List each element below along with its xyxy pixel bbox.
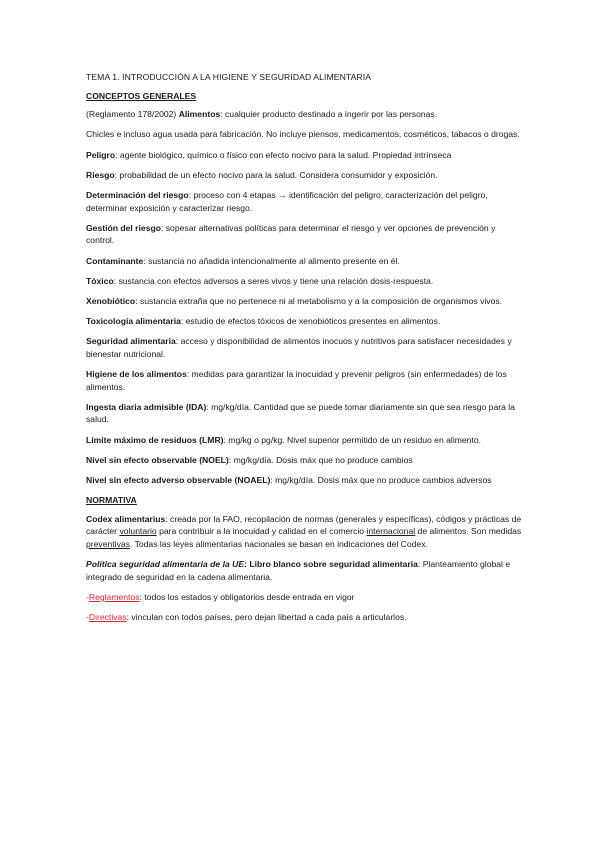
directivas-term: Directivas: [88, 612, 127, 623]
reglamentos-dash: -: [86, 591, 89, 602]
definition-term: Riesgo: [86, 169, 115, 180]
definition-text: : mg/kg/día. Dosis máx que no produce cambios: [228, 454, 413, 465]
directivas-dash: -: [86, 612, 89, 623]
paragraph-directivas: [86, 611, 522, 624]
definition-text: : mg/kg o pg/kg. Nivel superior permitido de un residuo en alimento.: [223, 434, 481, 445]
codex-underline-voluntario: voluntario: [119, 526, 157, 537]
definition-paragraph: [86, 401, 522, 426]
paragraph-chicles: Chicles e incluso agua usada para fabricación. No incluye piensos, medicamentos, cosméticos, tabacos o drogas.: [86, 129, 520, 140]
definition-term: Límite máximo de residuos (LMR): [86, 434, 224, 445]
politica-colon: :: [417, 559, 421, 570]
definition-text: : sustancia con efectos adversos a seres vivos y tiene una relación dosis-respuesta.: [113, 275, 434, 286]
definition-term: Contaminante: [86, 255, 144, 266]
definition-term: Peligro: [86, 149, 116, 160]
paragraph-politica: [86, 558, 522, 583]
alimentos-prefix: (Reglamento 178/2002): [86, 109, 179, 120]
definition-paragraph: [86, 275, 522, 288]
definition-paragraph: [86, 434, 522, 447]
definition-paragraph: [86, 368, 522, 393]
document-title: TEMA 1. INTRODUCCIÓN A LA HIGIENE Y SEGURIDAD ALIMENTARIA: [86, 72, 372, 82]
reglamentos-term: Reglamentos: [88, 591, 140, 602]
definition-paragraph: [86, 169, 522, 182]
definition-text: : mg/kg/día. Dosis máx que no produce cambios adversos: [270, 474, 492, 485]
alimentos-definition: : cualquier producto destinado a ingerir por las personas.: [220, 109, 438, 120]
definition-text: : probabilidad de un efecto nocivo para la salud. Considera consumidor y exposición.: [114, 169, 438, 180]
definition-text: : agente biológico, químico o físico con efecto nocivo para la salud. Propiedad intrínseca: [115, 149, 452, 160]
definition-text: : sustancia extraña que no pertenece ni al metabolismo y a la composición de organismos vivos.: [135, 295, 503, 306]
definition-term: Determinación del riesgo: [86, 189, 189, 200]
politica-bold: : Libro blanco sobre seguridad alimentaria: [244, 559, 418, 570]
definition-term: Toxicología alimentaria: [86, 316, 181, 327]
codex-text-1: : creada por la FAO, recopilación de normas (generales y específicas), códigos y prácticas de carácter: [86, 513, 522, 537]
codex-text-2: para contribuir a la inocuidad y calidad en el comercio: [156, 526, 367, 537]
definition-text: : medidas para garantizar la inocuidad y prevenir peligros (sin enfermedades) de los alimentos.: [86, 369, 507, 392]
definition-text: : sopesar alternativas políticas para determinar el riesgo y ver opciones de prevención y control.: [86, 222, 496, 246]
document-body: [86, 71, 522, 631]
section-heading-conceptos: CONCEPTOS GENERALES: [86, 90, 197, 101]
definition-paragraph: [86, 335, 522, 360]
definition-paragraph: [86, 222, 522, 247]
definition-paragraph: [86, 315, 522, 328]
definition-term: Nivel sin efecto adverso observable (NOAEL): [86, 474, 271, 485]
codex-term: Codex alimentarius: [86, 513, 166, 524]
alimentos-term: Alimentos: [178, 109, 221, 120]
politica-rest: Planteamiento global e integrado de seguridad en la cadena alimentaria.: [86, 559, 511, 582]
definition-text: : proceso con 4 etapas → identificación del peligro, caracterización del peligro, determinar exposición y caracterizar riesgo.: [86, 189, 488, 213]
directivas-definition: : vinculan con todos países, pero dejan libertad a cada país a articularlos.: [126, 612, 407, 623]
definition-paragraph: [86, 295, 522, 308]
definition-term: Seguridad alimentaria: [86, 336, 176, 347]
codex-text-4: . Todas las leyes alimentarias nacionales se basan en indicaciones del Codex.: [129, 538, 428, 549]
codex-underline-preventivas: preventivas: [86, 538, 130, 549]
definition-text: : estudio de efectos tóxicos de xenobióticos presentes en alimentos.: [180, 316, 441, 327]
definition-term: Xenobiótico: [86, 295, 136, 306]
definition-term: Higiene de los alimentos: [86, 369, 187, 380]
politica-italic: Política seguridad alimentaria de la UE: [86, 559, 245, 570]
definition-paragraph: [86, 474, 522, 487]
definition-paragraph: [86, 454, 522, 467]
codex-underline-internacional: internacional: [366, 526, 416, 537]
definition-text: : acceso y disponibilidad de alimentos inocuos y nutritivos para satisfacer necesidades y bienestar nutricional.: [86, 336, 512, 359]
reglamentos-definition: : todos los estados y obligatorios desde entrada en vigor: [139, 591, 355, 602]
definition-term: Gestión del riesgo: [86, 222, 161, 233]
paragraph-alimentos: [86, 108, 522, 121]
definitions-list: [86, 149, 522, 487]
definition-term: Tóxico: [86, 275, 114, 286]
definition-term: Ingesta diaria admisible (IDA): [86, 401, 207, 412]
definition-paragraph: [86, 189, 522, 214]
definition-term: Nivel sin efecto observable (NOEL): [86, 454, 229, 465]
definition-paragraph: [86, 149, 522, 162]
definition-paragraph: [86, 255, 522, 268]
section-heading-normativa: NORMATIVA: [86, 495, 137, 506]
codex-text-3: de alimentos. Son medidas: [415, 526, 522, 537]
paragraph-codex: [86, 513, 522, 551]
definition-text: : sustancia no añadida intencionalmente al alimento presente en él.: [143, 255, 400, 266]
paragraph-reglamentos: [86, 591, 522, 604]
definition-text: : mg/kg/día. Cantidad que se puede tomar diariamente sin que sea riesgo para la salud.: [86, 401, 515, 425]
